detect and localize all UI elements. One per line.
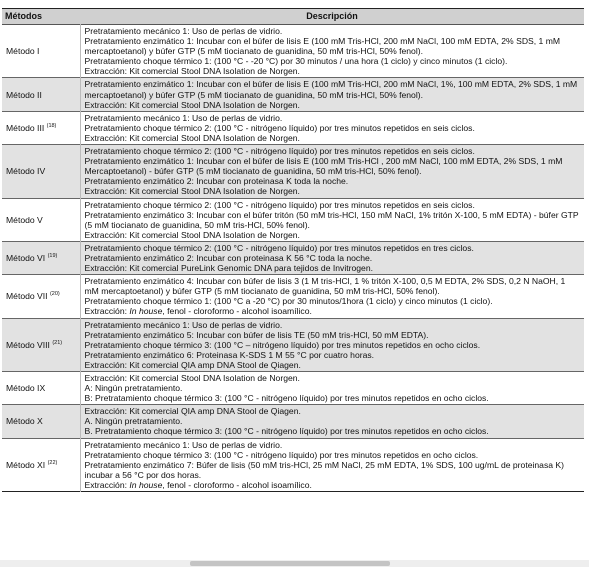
method-cell [2,111,80,144]
method-cell [2,275,80,318]
method-name: Método V [6,214,43,225]
method-cell [2,318,80,371]
description-line: Extracción: Kit comercial Stool DNA Isolation de Norgen. [84,66,300,77]
method-cell [2,198,80,241]
description-line: Pretratamiento mecánico 1: Uso de perlas de vidrio. [84,112,283,123]
description-line: Pretratamiento choque térmico 1: (100 °C a -20 °C) por 30 minutos/1hora (1 ciclo) y cinco minutos (1 ciclo). [84,296,493,307]
description-line: Extracción: Kit comercial QIA amp DNA Stool de Qiagen. [84,406,301,417]
description-line: Extracción: Kit comercial Stool DNA Isolation de Norgen. [84,186,300,197]
description-line: Pretratamiento enzimático 5: Incubar con búfer de lisis TE (50 mM tris-HCl, 50 mM EDTA). [84,329,429,340]
method-name: Método X [6,416,43,427]
description-cell [80,78,584,111]
header-methods: Métodos [5,11,42,22]
table-row [2,438,584,491]
method-name: Método VI [6,252,46,263]
description-line: Extracción: Kit comercial QIA amp DNA Stool de Qiagen. [84,359,301,370]
table-row [2,318,584,371]
description-line: Pretratamiento mecánico 1: Uso de perlas de vidrio. [84,26,283,36]
description-cell [80,438,584,491]
method-name: Método IX [6,383,46,394]
table-row [2,405,584,438]
table-row [2,372,584,405]
description-cell [80,241,584,274]
description-line: Pretratamiento choque térmico 2: (100 °C - nitrógeno líquido) por tres minutos repetidos en seis ciclos. [84,199,475,210]
description-cell [80,25,584,78]
method-cell [2,145,80,198]
reference-superscript: (18) [46,122,57,129]
description-line: Pretratamiento enzimático 1: Incubar con el búfer de lisis E (100 mM Tris-HCl, 200 mM NaCl, 100 mM EDTA, 2% SDS, 1 mM mercaptoetanol) y búfer GTP (5 mM tiocianato de guanidina, 50 mM tris-HCl, 50% fenol). [84,36,561,57]
description-cell [80,372,584,405]
description-line: Extracción: In house, fenol - cloroformo - alcohol isoamílico. [84,306,312,317]
method-name: Método VIII [6,339,50,350]
method-name: Método XI [6,459,46,470]
description-line: Pretratamiento choque térmico 3: (100 °C - nitrógeno líquido) por tres minutos repetidos en ocho ciclos. [84,449,479,460]
method-cell [2,241,80,274]
description-line: B: Pretratamiento choque térmico 3: (100 °C - nitrógeno líquido) por tres minutos repetidos en ocho ciclos. [84,393,489,404]
method-cell [2,78,80,111]
method-name: Método VII [6,291,48,302]
description-cell [80,318,584,371]
description-line: Pretratamiento choque térmico 2: (100 °C - nitrógeno líquido) por tres minutos repetidos en tres ciclos. [84,242,474,253]
description-line: Pretratamiento choque térmico 1: (100 °C - -20 °C) por 30 minutos / una hora (1 ciclo) y cinco minutos (1 ciclo). [84,56,508,67]
method-name: Método II [6,89,42,100]
description-line: Extracción: Kit comercial Stool DNA Isolation de Norgen. [84,99,300,110]
description-line: Pretratamiento enzimático 4: Incubar con búfer de lisis 3 (1 M tris-HCl, 1 % tritón X-100, 0,5 M EDTA, 2% SDS, 0,2 N NaOH, 1 mM mercaptoetanol) y búfer GTP (5 mM tiocianato de guanidina, 50 mM tris-HCl, 50% fenol). [84,276,566,297]
reference-superscript: (19) [47,252,58,259]
horizontal-scrollbar[interactable] [0,560,589,567]
description-line: Pretratamiento enzimático 3: Incubar con el búfer tritón (50 mM tris-HCl, 150 mM NaCl, 1% tritón X-100, 5 mM EDTA) - búfer GTP (5 mM tiocianato de guanidina, 50 mM tris-HCl, 50% fenol). [84,209,579,230]
method-cell [2,405,80,438]
scrollbar-thumb[interactable] [190,561,390,566]
table-row [2,25,584,78]
header-description: Descripción [306,11,358,22]
reference-superscript: (22) [47,459,58,466]
table-header [2,9,584,25]
description-line: B. Pretratamiento choque térmico 3: (100 °C - nitrógeno líquido) por tres minutos repetidos en ocho ciclos. [84,426,489,437]
description-line: Pretratamiento enzimático 1: Incubar con el búfer de lisis E (100 mM Tris-HCl , 200 mM NaCl, 100 mM EDTA, 2% SDS, 1 mM Mercaptoetanol) - búfer GTP (5 mM tiocianato de guanidina, 50 mM tris-HCl, 50% fenol). [84,156,563,177]
description-line: A: Ningún pretratamiento. [84,383,183,394]
description-line: Pretratamiento choque térmico 2: (100 °C - nitrógeno líquido) por tres minutos repetidos en seis ciclos. [84,146,475,157]
header-row [2,9,584,25]
table-body [2,25,584,492]
description-line: Pretratamiento enzimático 7: Búfer de lisis (50 mM tris-HCl, 25 mM NaCl, 25 mM EDTA, 1% SDS, 100 ug/mL de proteinasa K) incubar a 56 °C por dos horas. [84,459,565,480]
table-row [2,275,584,318]
table-row [2,111,584,144]
table-row [2,145,584,198]
description-line: Pretratamiento enzimático 2: Incubar con proteinasa K toda la noche. [84,176,349,187]
description-cell [80,275,584,318]
description-line: Extracción: Kit comercial Stool DNA Isolation de Norgen. [84,229,300,240]
description-line: A. Ningún pretratamiento. [84,416,183,427]
description-line: Pretratamiento enzimático 2: Incubar con proteinasa K 56 °C toda la noche. [84,252,373,263]
description-line: Pretratamiento choque térmico 2: (100 °C - nitrógeno líquido) por tres minutos repetidos en seis ciclos. [84,122,475,133]
description-line: Pretratamiento enzimático 1: Incubar con el búfer de lisis E (100 mM Tris-HCl, 200 mM NaCl, 1%, 100 mM EDTA, 2% SDS, 1 mM mercaptoetanol) y búfer GTP (5 mM tiocianato de guanidina, 50 mM tris-HCl, 50% fenol). [84,79,578,100]
method-name: Método III [6,122,45,133]
method-cell [2,25,80,78]
method-name: Método IV [6,166,46,177]
description-line: Pretratamiento choque térmico 3: (100 °C – nitrógeno líquido) por tres minutos repetidos en ocho ciclos. [84,339,481,350]
description-line: Pretratamiento enzimático 6: Proteinasa K-SDS 1 M 55 °C por cuatro horas. [84,349,375,360]
table-row [2,198,584,241]
description-cell [80,198,584,241]
method-name: Método I [6,46,40,57]
description-line: Extracción: Kit comercial PureLink Genomic DNA para tejidos de Invitrogen. [84,263,373,274]
description-line: Extracción: Kit comercial Stool DNA Isolation de Norgen. [84,132,300,143]
method-cell [2,438,80,491]
description-cell [80,405,584,438]
description-line: Pretratamiento mecánico 1: Uso de perlas de vidrio. [84,319,283,330]
table-row [2,78,584,111]
reference-superscript: (20) [49,291,60,298]
description-cell [80,111,584,144]
reference-superscript: (21) [52,339,63,346]
table-row [2,241,584,274]
method-cell [2,372,80,405]
methods-table [2,8,584,492]
description-line: Extracción: In house, fenol - cloroformo - alcohol isoamílico. [84,479,312,490]
description-line: Extracción: Kit comercial Stool DNA Isolation de Norgen. [84,373,300,383]
description-line: Pretratamiento mecánico 1: Uso de perlas de vidrio. [84,439,283,450]
description-cell [80,145,584,198]
